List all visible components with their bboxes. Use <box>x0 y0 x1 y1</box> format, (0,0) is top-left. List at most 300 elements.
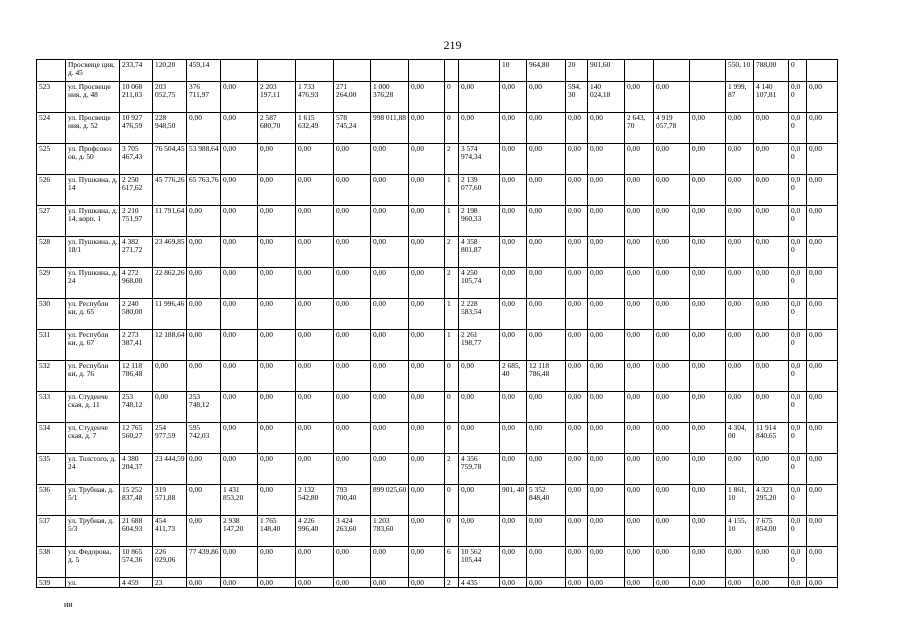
table-cell: 0,00 <box>726 578 754 588</box>
table-cell: 2 132 542,80 <box>296 485 334 516</box>
address-cell: ул. Пушкина, д. 14 <box>66 175 120 206</box>
table-cell: 77 439,86 <box>187 547 221 578</box>
table-cell: 2 250 617,62 <box>120 175 153 206</box>
table-cell: 0,00 <box>409 299 445 330</box>
table-cell: 0,00 <box>527 268 566 299</box>
address-cell: ул. Толстого, д. 24 <box>66 454 120 485</box>
table-cell: 0,00 <box>334 330 371 361</box>
table-cell: 0,00 <box>566 175 588 206</box>
table-cell: 0,00 <box>371 392 409 423</box>
table-cell: 0,00 <box>754 175 789 206</box>
table-cell: 0,00 <box>588 516 625 547</box>
table-cell: 0 <box>445 516 459 547</box>
table-cell: 0,00 <box>187 330 221 361</box>
address-cell: ул. Республи ки, д. 67 <box>66 330 120 361</box>
table-cell: 0,00 <box>334 578 371 588</box>
address-cell: ул. Пушкина, д. 18/1 <box>66 237 120 268</box>
table-cell: 0,00 <box>459 113 500 144</box>
table-cell: 53 988,64 <box>187 144 221 175</box>
table-cell: 0,00 <box>726 113 754 144</box>
table-cell: 4 323 295,20 <box>754 485 789 516</box>
table-cell: 0,00 <box>500 578 527 588</box>
table-cell: 0,00 <box>334 206 371 237</box>
table-cell: 0,00 <box>409 423 445 454</box>
table-cell: 0,00 <box>726 144 754 175</box>
table-cell: 0,0 0 <box>789 175 807 206</box>
table-cell: 901,60 <box>588 60 625 82</box>
table-cell: 0,00 <box>187 113 221 144</box>
table-cell: 0,00 <box>566 392 588 423</box>
table-cell: 793 700,40 <box>334 485 371 516</box>
row-number-cell: 530 <box>37 299 66 330</box>
table-cell: 4 435 <box>459 578 500 588</box>
table-cell: 0,00 <box>459 82 500 113</box>
row-number-cell <box>37 60 66 82</box>
table-cell: 0,00 <box>500 516 527 547</box>
table-cell: 0,00 <box>221 361 258 392</box>
address-cell: ул. Пушкина, д. 14, корп. 1 <box>66 206 120 237</box>
table-cell: 0,00 <box>221 113 258 144</box>
table-cell <box>690 60 726 82</box>
table-row <box>37 578 838 588</box>
table-cell: 0,00 <box>625 516 654 547</box>
table-cell: 0,00 <box>754 454 789 485</box>
table-cell: 2 587 680,70 <box>258 113 296 144</box>
table-cell: 0,00 <box>221 454 258 485</box>
table-cell: 0,00 <box>500 547 527 578</box>
table-cell: 22 862,26 <box>153 268 187 299</box>
table-row <box>37 82 838 113</box>
table-cell: 0,00 <box>566 423 588 454</box>
table-cell: 0,00 <box>409 144 445 175</box>
table-cell <box>445 60 459 82</box>
table-cell: 899 025,60 <box>371 485 409 516</box>
table-cell: 0,00 <box>527 516 566 547</box>
table-cell: 0,0 0 <box>789 361 807 392</box>
table-cell: 0,00 <box>754 547 789 578</box>
table-cell: 0,00 <box>625 299 654 330</box>
table-cell: 0,00 <box>807 299 838 330</box>
table-cell: 0,00 <box>221 237 258 268</box>
table-cell: 0,00 <box>566 454 588 485</box>
table-row <box>37 299 838 330</box>
table-cell <box>334 60 371 82</box>
table-cell: 0,00 <box>690 144 726 175</box>
table-cell: 0,00 <box>527 82 566 113</box>
table-cell: 2 <box>445 268 459 299</box>
table-cell: 0,00 <box>690 392 726 423</box>
table-cell: 0,00 <box>334 361 371 392</box>
table-cell: 0,00 <box>566 237 588 268</box>
address-cell: ул. Просвеще ния, д. 52 <box>66 113 120 144</box>
table-cell: 0,00 <box>258 175 296 206</box>
table-cell: 2 643, 70 <box>625 113 654 144</box>
table-cell: 7 675 854,00 <box>754 516 789 547</box>
row-number-cell: 528 <box>37 237 66 268</box>
table-cell: 2 198 960,33 <box>459 206 500 237</box>
table-cell: 10 865 574,36 <box>120 547 153 578</box>
table-cell: 0,00 <box>371 175 409 206</box>
table-cell: 0,00 <box>296 578 334 588</box>
table-cell: 10 <box>500 60 527 82</box>
table-cell: 0,00 <box>187 485 221 516</box>
address-cell: ул. Профсоюз ов, д. 50 <box>66 144 120 175</box>
table-cell: 0,00 <box>409 392 445 423</box>
table-cell: 0,00 <box>334 299 371 330</box>
table-cell: 0,00 <box>371 547 409 578</box>
table-cell: 0,00 <box>221 299 258 330</box>
table-cell: 0,00 <box>527 547 566 578</box>
table-cell: 0,00 <box>187 237 221 268</box>
table-cell: 226 029,06 <box>153 547 187 578</box>
table-cell: 2 203 197,11 <box>258 82 296 113</box>
table-cell: 319 571,88 <box>153 485 187 516</box>
table-cell: 0,00 <box>625 206 654 237</box>
row-number-cell: 532 <box>37 361 66 392</box>
table-cell <box>371 60 409 82</box>
table-cell: 0,00 <box>187 578 221 588</box>
table-cell: 0,00 <box>296 268 334 299</box>
table-cell: 0,00 <box>588 330 625 361</box>
table-row <box>37 454 838 485</box>
table-cell: 0,00 <box>527 144 566 175</box>
table-cell: 0,00 <box>566 268 588 299</box>
table-cell: 3 574 974,34 <box>459 144 500 175</box>
table-cell: 0,00 <box>566 206 588 237</box>
footer-mark: ии <box>64 600 73 609</box>
table-cell: 233,74 <box>120 60 153 82</box>
table-cell: 0,00 <box>500 144 527 175</box>
row-number-cell: 533 <box>37 392 66 423</box>
table-cell: 0,00 <box>296 454 334 485</box>
table-cell: 0,00 <box>500 206 527 237</box>
table-cell: 0,00 <box>296 423 334 454</box>
table-cell: 0,00 <box>690 330 726 361</box>
table-cell: 0,00 <box>754 113 789 144</box>
table-cell: 0,00 <box>625 578 654 588</box>
table-cell <box>625 60 654 82</box>
row-number-cell: 523 <box>37 82 66 113</box>
table-cell <box>221 60 258 82</box>
table-cell: 0,00 <box>371 206 409 237</box>
table-cell: 0,00 <box>153 392 187 423</box>
table-cell: 0,00 <box>690 206 726 237</box>
table-cell: 0,00 <box>807 144 838 175</box>
table-cell: 0,00 <box>566 113 588 144</box>
table-cell: 4 226 996,40 <box>296 516 334 547</box>
table-cell: 0,00 <box>258 485 296 516</box>
table-cell <box>409 60 445 82</box>
table-cell: 10 068 211,03 <box>120 82 153 113</box>
table-cell: 0,00 <box>690 268 726 299</box>
table-cell: 0,00 <box>409 578 445 588</box>
table-cell: 0,00 <box>221 82 258 113</box>
table-cell: 0,00 <box>527 423 566 454</box>
table-cell: 0,00 <box>807 423 838 454</box>
table-cell: 0,00 <box>566 578 588 588</box>
row-number-cell: 537 <box>37 516 66 547</box>
table-cell: 3 705 467,43 <box>120 144 153 175</box>
table-cell: 0,00 <box>588 423 625 454</box>
table-cell: 0,00 <box>500 392 527 423</box>
table-cell: 0,00 <box>754 578 789 588</box>
table-cell: 0,0 <box>789 578 807 588</box>
table-cell: 4 155, 10 <box>726 516 754 547</box>
address-cell: ул. Студенче ская, д. 11 <box>66 392 120 423</box>
table-cell: 23 469,85 <box>153 237 187 268</box>
table-cell: 550, 10 <box>726 60 754 82</box>
table-cell: 0,00 <box>459 423 500 454</box>
table-cell: 0,00 <box>807 268 838 299</box>
table-cell: 0,00 <box>334 454 371 485</box>
table-cell: 0 <box>789 60 807 82</box>
table-cell: 0,00 <box>371 268 409 299</box>
table-row <box>37 60 838 82</box>
table-cell: 0,00 <box>500 299 527 330</box>
table-cell: 0,00 <box>258 423 296 454</box>
table-cell: 0,0 0 <box>789 299 807 330</box>
table-row <box>37 206 838 237</box>
table-cell: 0,00 <box>588 144 625 175</box>
table-cell: 0,00 <box>754 330 789 361</box>
address-cell: ул. Федорова, д. 5 <box>66 547 120 578</box>
table-cell: 0,00 <box>258 206 296 237</box>
table-cell: 1 000 376,28 <box>371 82 409 113</box>
address-cell: ул. Республи ки, д. 65 <box>66 299 120 330</box>
table-row <box>37 392 838 423</box>
table-cell: 0,00 <box>807 516 838 547</box>
table-row <box>37 485 838 516</box>
table-cell: 0,00 <box>654 392 690 423</box>
table-cell: 0,00 <box>296 175 334 206</box>
table-cell: 0,00 <box>807 82 838 113</box>
table-cell: 0,00 <box>625 82 654 113</box>
table-cell: 0,00 <box>500 268 527 299</box>
row-number-cell: 536 <box>37 485 66 516</box>
table-cell: 0,0 0 <box>789 485 807 516</box>
table-cell: 2 <box>445 237 459 268</box>
table-cell: 459,14 <box>187 60 221 82</box>
table-cell: 0,00 <box>807 237 838 268</box>
table-cell: 0,0 0 <box>789 144 807 175</box>
table-cell: 11 996,46 <box>153 299 187 330</box>
table-cell: 578 745,24 <box>334 113 371 144</box>
table-cell: 0,00 <box>625 485 654 516</box>
table-cell: 0,00 <box>726 547 754 578</box>
table-cell: 1 <box>445 175 459 206</box>
data-table <box>36 59 838 588</box>
table-cell: 0,00 <box>258 144 296 175</box>
table-cell: 0,00 <box>371 454 409 485</box>
table-cell: 2 240 580,00 <box>120 299 153 330</box>
table-cell: 0,00 <box>258 268 296 299</box>
table-cell: 0,00 <box>409 237 445 268</box>
table-cell: 0,0 0 <box>789 392 807 423</box>
table-cell: 0 <box>445 113 459 144</box>
table-cell: 4 272 968,00 <box>120 268 153 299</box>
table-cell: 0,00 <box>588 392 625 423</box>
table-cell: 0,00 <box>527 299 566 330</box>
table-cell: 45 776,26 <box>153 175 187 206</box>
table-cell: 4 459 <box>120 578 153 588</box>
table-cell: 0,00 <box>807 578 838 588</box>
table-cell: 0,00 <box>807 206 838 237</box>
table-cell: 20 <box>566 60 588 82</box>
table-cell: 0,00 <box>409 485 445 516</box>
table-cell: 21 688 604,93 <box>120 516 153 547</box>
table-cell: 0,00 <box>588 268 625 299</box>
table-cell: 0,00 <box>500 175 527 206</box>
table-cell: 0,00 <box>334 423 371 454</box>
table-cell: 0,00 <box>754 299 789 330</box>
table-cell: 0,00 <box>371 330 409 361</box>
table-cell: 271 264,00 <box>334 82 371 113</box>
table-cell: 0,00 <box>500 113 527 144</box>
table-cell: 0,00 <box>588 206 625 237</box>
table-cell: 0,00 <box>221 423 258 454</box>
table-cell: 0,00 <box>754 392 789 423</box>
table-cell: 140 024,18 <box>588 82 625 113</box>
table-cell: 0,00 <box>371 578 409 588</box>
table-cell: 0,00 <box>754 237 789 268</box>
table-cell: 0,00 <box>654 237 690 268</box>
address-cell: ул. Трубная, д. 5/1 <box>66 485 120 516</box>
table-cell: 0,00 <box>187 299 221 330</box>
table-cell: 0,00 <box>296 144 334 175</box>
table-cell: 998 011,88 <box>371 113 409 144</box>
table-cell: 0,00 <box>654 82 690 113</box>
table-cell: 0,00 <box>566 330 588 361</box>
table-cell: 2 261 198,77 <box>459 330 500 361</box>
table-row <box>37 330 838 361</box>
table-cell: 0,00 <box>807 361 838 392</box>
table-cell: 0,00 <box>690 237 726 268</box>
table-cell: 0,00 <box>625 268 654 299</box>
table-cell: 0,00 <box>654 454 690 485</box>
table-cell: 0,0 0 <box>789 423 807 454</box>
table-cell: 11 914 840,65 <box>754 423 789 454</box>
table-cell: 0,00 <box>527 113 566 144</box>
table-row <box>37 113 838 144</box>
table-cell: 0,0 0 <box>789 454 807 485</box>
table-cell: 0,00 <box>258 392 296 423</box>
table-cell: 0,00 <box>459 361 500 392</box>
table-cell: 0,00 <box>527 454 566 485</box>
table-cell: 0,00 <box>500 454 527 485</box>
table-cell: 203 052,75 <box>153 82 187 113</box>
table-cell: 0,00 <box>625 175 654 206</box>
table-cell: 0,00 <box>625 423 654 454</box>
table-cell: 0,0 0 <box>789 82 807 113</box>
table-cell: 12 118 786,48 <box>527 361 566 392</box>
address-cell: ул. Студенче ская, д. 7 <box>66 423 120 454</box>
table-cell: 10 562 105,44 <box>459 547 500 578</box>
table-cell: 0,00 <box>500 423 527 454</box>
row-number-cell: 531 <box>37 330 66 361</box>
table-cell: 0,00 <box>654 206 690 237</box>
table-cell: 0,00 <box>654 485 690 516</box>
table-cell: 0,00 <box>371 423 409 454</box>
table-cell: 4 356 759,78 <box>459 454 500 485</box>
table-cell: 4 250 105,74 <box>459 268 500 299</box>
table-cell: 0,00 <box>221 330 258 361</box>
table-cell: 0,00 <box>409 516 445 547</box>
table-cell: 0,00 <box>807 485 838 516</box>
table-cell: 0,00 <box>334 392 371 423</box>
row-number-cell: 527 <box>37 206 66 237</box>
row-number-cell: 529 <box>37 268 66 299</box>
table-cell: 0,00 <box>754 361 789 392</box>
table-cell <box>459 60 500 82</box>
table-cell: 595 742,03 <box>187 423 221 454</box>
table-cell: 0,00 <box>807 547 838 578</box>
table-cell: 0,00 <box>371 237 409 268</box>
address-cell: ул. Просвеще ния, д. 48 <box>66 82 120 113</box>
table-cell: 0,00 <box>371 299 409 330</box>
table-cell: 2 139 077,60 <box>459 175 500 206</box>
table-cell: 228 948,50 <box>153 113 187 144</box>
table-cell: 0,00 <box>334 144 371 175</box>
table-cell: 253 748,12 <box>187 392 221 423</box>
table-cell: 0,00 <box>726 175 754 206</box>
table-cell: 1 733 476,93 <box>296 82 334 113</box>
row-number-cell: 538 <box>37 547 66 578</box>
table-cell: 0,00 <box>566 516 588 547</box>
table-cell: 1 203 783,60 <box>371 516 409 547</box>
table-cell: 0,0 0 <box>789 330 807 361</box>
table-cell: 0,00 <box>296 361 334 392</box>
table-cell: 0,00 <box>654 330 690 361</box>
table-cell: 0,00 <box>625 547 654 578</box>
table-cell: 0,00 <box>527 330 566 361</box>
table-cell: 0,00 <box>654 144 690 175</box>
table-cell: 0,00 <box>409 268 445 299</box>
table-cell: 0,00 <box>726 330 754 361</box>
table-cell: 0,00 <box>690 423 726 454</box>
table-cell: 0,00 <box>409 361 445 392</box>
table-cell: 0,00 <box>625 392 654 423</box>
table-cell: 65 763,76 <box>187 175 221 206</box>
table-cell: 0,00 <box>258 454 296 485</box>
table-cell: 4 358 801,87 <box>459 237 500 268</box>
table-cell: 0,00 <box>726 392 754 423</box>
table-cell: 0,00 <box>334 268 371 299</box>
table-cell: 4 304, 00 <box>726 423 754 454</box>
table-cell: 0,00 <box>459 392 500 423</box>
table-cell: 0,00 <box>258 547 296 578</box>
table-cell: 120,20 <box>153 60 187 82</box>
table-cell: 0,00 <box>409 330 445 361</box>
table-cell: 0,00 <box>258 361 296 392</box>
table-cell: 0,00 <box>690 485 726 516</box>
table-row <box>37 237 838 268</box>
table-cell: 0,00 <box>807 454 838 485</box>
address-cell: Просвеще ция, д. 45 <box>66 60 120 82</box>
table-cell <box>296 60 334 82</box>
table-cell: 0,00 <box>296 237 334 268</box>
table-cell: 0,00 <box>654 578 690 588</box>
table-cell: 0,00 <box>807 113 838 144</box>
table-cell: 1 <box>445 330 459 361</box>
table-cell: 0,00 <box>153 361 187 392</box>
table-cell: 253 748,12 <box>120 392 153 423</box>
table-cell: 0,0 0 <box>789 113 807 144</box>
table-cell: 2 685, 40 <box>500 361 527 392</box>
table-cell: 3 424 263,60 <box>334 516 371 547</box>
table-cell: 0,00 <box>258 237 296 268</box>
table-cell <box>654 60 690 82</box>
table-cell: 0,00 <box>654 299 690 330</box>
